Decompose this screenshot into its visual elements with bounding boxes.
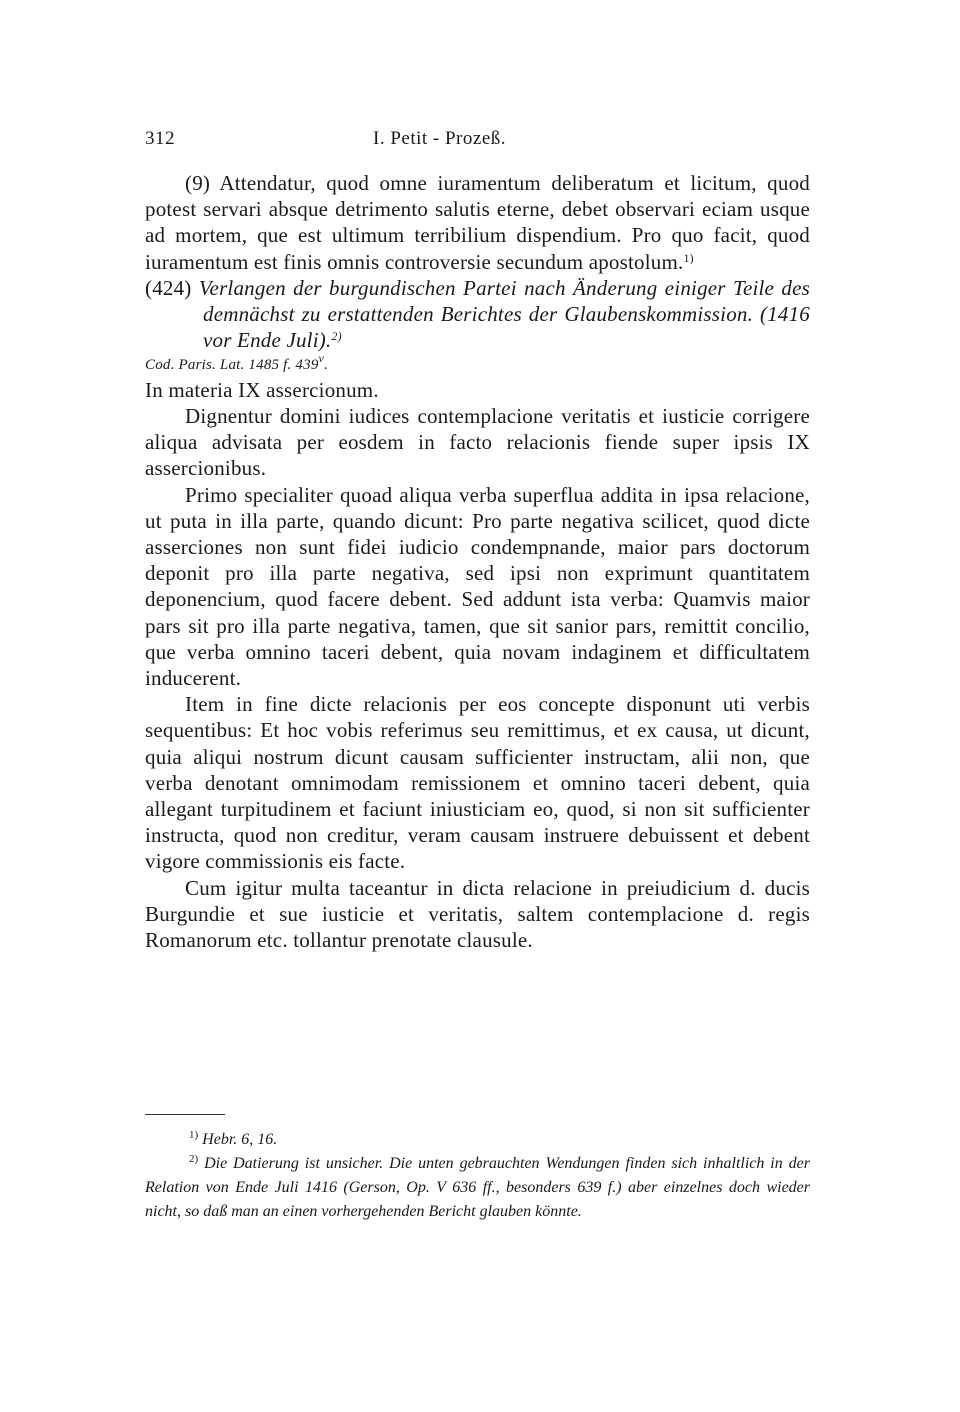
running-header [145, 128, 810, 158]
body-paragraph-2: Primo specialiter quoad aliqua verba superflua addita in ipsa relacione, ut puta in illa parte, quando dicunt: Pro parte negativa scilicet, quod dicte asserciones non sunt fidei iudicio condempnande, maior pars doctorum deponit pro illa parte negativa, sed ipsi non exprimunt quantitatem deponencium, quod facere debent. Sed addunt ista verba: Quamvis maior pars sit pro illa parte negativa, tamen, que sit sanior pars, remittit concilio, que verba omnino taceri debent, quia novam indaginem et difficultatem inducerent. [145, 482, 810, 691]
footnote-1: $^{1)}$ Hebr. 6, 16. [189, 1129, 278, 1148]
body-paragraph-3: Item in fine dicte relacionis per eos concepte disponunt uti verbis sequentibus: Et hoc vobis referimus seu remittimus, et ex causa, ut dicunt, quia aliqui nostrum dicunt causam sufficienter instructam, alii non, que verba denotant omnimodam remissionem et omnino taceri debent, quia allegant turpitudinem et faciunt iniusticiam eo, quod, si non sit sufficienter instructa, quod non creditur, veram causam instruere debuissent et debent vigore commissionis eis facte. [145, 692, 810, 874]
paragraph-9-text: (9) Attendatur, quod omne iuramentum deliberatum et licitum, quod potest servari absque detrimento salutis eterne, debet observari eciam usque ad mortem, que est ultimum terribilium dispendium. Pro quo facit, quod iuramentum est finis omnis controversie secundum apostolum. [145, 171, 810, 274]
footnotes [145, 1128, 810, 1224]
main-text [145, 170, 810, 953]
document-heading-text: Verlangen der burgundischen Partei nach Änderung einiger Teile des demnächst zu erstattenden Berichtes der Glaubenskommission. (1416 vor Ende Juli). [198, 275, 810, 352]
footnote-2: $^{2)}$ Die Datierung ist unsicher. Die unten gebrauchten Wendungen finden sich inhaltlich in der Relation von Ende Juli 1416 (Gerson, Op. V 636 ff., besonders 639 f.) aber einzelnes doch wieder nicht, so daß man an einen vorhergehenden Bericht glauben könnte. [145, 1153, 811, 1220]
document-heading [145, 275, 810, 353]
body-paragraph-1: Dignentur domini iudices contemplacione veritatis et iusticie corrigere aliqua advisata per eosdem in facto relacionis fiende super ipsis IX assercionibus. [145, 404, 810, 481]
body-line-title: In materia IX assercionum. [145, 377, 379, 402]
codex-reference: Cod. Paris. Lat. 1485 f. 439$^v$. [145, 350, 329, 373]
footnote-rule [145, 1114, 225, 1115]
paragraph-9 [145, 170, 810, 275]
running-title: I. Petit - Prozeß. [373, 128, 507, 149]
page-number: 312 [145, 128, 175, 149]
body-paragraph-4: Cum igitur multa taceantur in dicta relacione in preiudicium d. ducis Burgundie et sue iusticie et veritatis, saltem contemplacione d. regis Romanorum etc. tollantur prenotate clausule. [145, 875, 810, 953]
document-number: (424) [145, 275, 192, 300]
footnote-ref-1: 1) [683, 250, 694, 265]
footnote-ref-2: 2) [331, 328, 342, 343]
